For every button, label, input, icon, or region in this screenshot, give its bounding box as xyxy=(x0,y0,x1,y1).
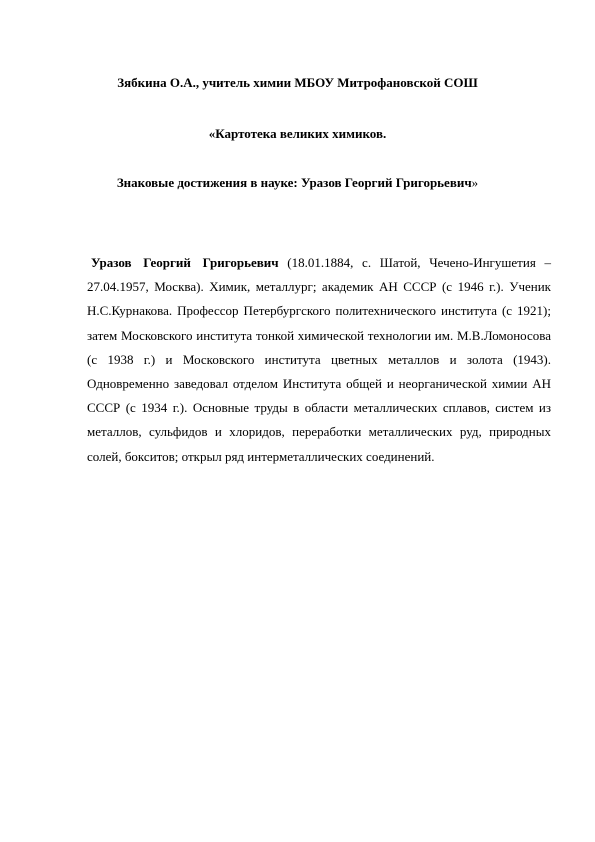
title-line-2 xyxy=(0,175,595,191)
scientist-name: Уразов Георгий Григорьевич xyxy=(91,255,279,270)
biography-text: (18.01.1884, с. Шатой, Чечено-Ингушетия – 27.04.1957, Москва). Химик, металлург; академик АН СССР (с 1946 г.). Ученик Н.С.Курнакова. Профессор Петербургского политехнического института (с 1921); затем Московского института тонкой химической технологии им. М.В.Ломоносова (с 1938 г.) и Московского института цветных металлов и золота (1943). Одновременно заведовал отделом Института общей и неорганической химии АН СССР (с 1934 г.). Основные труды в области металлических сплавов, систем из металлов, сульфидов и хлоридов, переработки металлических руд, природных солей, бокситов; открыл ряд интерметаллических соединений. xyxy=(87,255,551,464)
title-closing-quote: » xyxy=(471,175,479,190)
author-line: Зябкина О.А., учитель химии МБОУ Митрофановской СОШ xyxy=(117,75,478,90)
title-line-2-text: Знаковые достижения в науке: Уразов Георгий Григорьевич xyxy=(116,175,472,190)
biography-paragraph xyxy=(87,251,551,469)
title-line-1: «Картотека великих химиков. xyxy=(208,126,387,141)
